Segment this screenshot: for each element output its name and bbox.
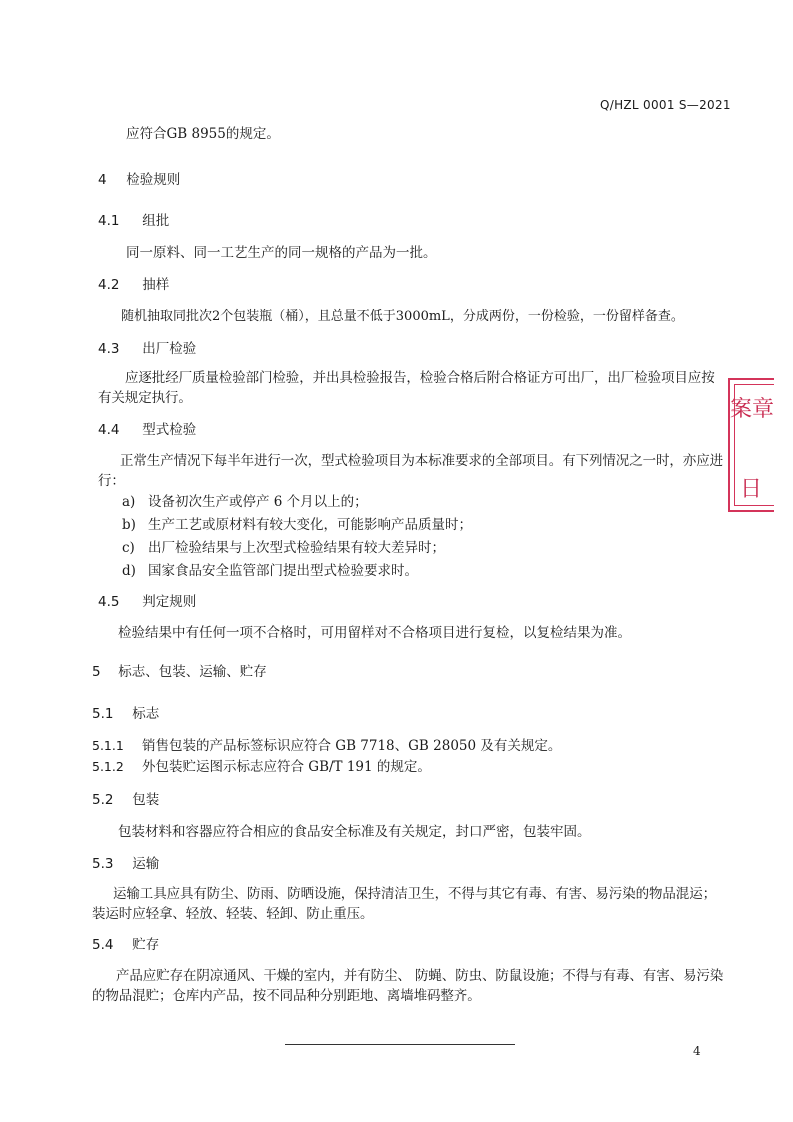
section-title: 组批 — [142, 213, 170, 229]
section-4-3-text: 应逐批经厂质量检验部门检验，并出具检验报告，检验合格后附合格证方可出厂，出厂检验项目应按有关规定执行。 — [98, 370, 715, 406]
section-title: 检验规则 — [126, 172, 181, 188]
section-number: 5.1 — [92, 706, 114, 722]
section-4-2-heading — [98, 273, 169, 293]
item-number: 5.1.2 — [92, 759, 124, 774]
standard-code: Q/HZL 0001 S—2021 — [600, 98, 731, 112]
stamp-text-bottom: 日 — [740, 477, 763, 502]
list-marker: a) — [122, 494, 136, 510]
section-5-1-heading — [92, 702, 159, 722]
list-marker: d) — [122, 563, 136, 579]
section-number: 4.5 — [98, 594, 120, 610]
section-number: 4.2 — [98, 277, 120, 293]
list-text: 国家食品安全监管部门提出型式检验要求时。 — [148, 563, 418, 579]
section-4-4-heading — [98, 418, 196, 438]
section-title: 抽样 — [142, 277, 170, 293]
list-item — [122, 515, 472, 535]
section-number: 4.4 — [98, 422, 120, 438]
list-marker: c) — [122, 540, 135, 556]
section-number: 4 — [98, 172, 107, 188]
section-number: 5 — [92, 664, 101, 680]
section-title: 出厂检验 — [142, 341, 197, 357]
section-title: 运输 — [132, 856, 160, 872]
footer-rule — [285, 1044, 515, 1045]
section-5-2-text: 包装材料和容器应符合相应的食品安全标准及有关规定，封口严密，包装牢固。 — [118, 824, 591, 840]
section-4-5-heading — [98, 590, 196, 610]
section-title: 标志、包装、运输、贮存 — [118, 664, 267, 680]
section-number: 4.3 — [98, 341, 120, 357]
section-title: 包装 — [132, 792, 160, 808]
section-4-2-text: 随机抽取同批次2个包装瓶（桶），且总量不低于3000mL，分成两份，一份检验，一份留样备查。 — [121, 309, 684, 324]
list-item — [92, 757, 431, 777]
section-4-4-text: 正常生产情况下每半年进行一次，型式检验项目为本标准要求的全部项目。有下列情况之一时，亦应进行： — [98, 453, 723, 489]
section-4-heading — [98, 168, 180, 188]
section-5-3-text: 运输工具应具有防尘、防雨、防晒设施，保持清洁卫生，不得与其它有毒、有害、易污染的物品混运；装运时应轻拿、轻放、轻装、轻卸、防止重压。 — [92, 886, 716, 922]
section-5-4-text: 产品应贮存在阴凉通风、干燥的室内，并有防尘、 防蝇、防虫、防鼠设施；不得与有毒、有害、易污染的物品混贮；仓库内产品，按不同品种分别距地、离墙堆码整齐。 — [92, 968, 724, 1004]
section-title: 型式检验 — [142, 422, 197, 438]
stamp-text-top: 案章 — [730, 397, 775, 422]
list-item — [122, 561, 418, 581]
section-number: 5.3 — [92, 856, 114, 872]
list-item — [122, 492, 368, 512]
list-text: 出厂检验结果与上次型式检验结果有较大差异时； — [148, 540, 445, 556]
list-text: 设备初次生产或停产 6 个月以上的； — [148, 494, 368, 510]
section-5-2-heading — [92, 788, 159, 808]
list-marker: b) — [122, 517, 136, 533]
section-4-3-heading — [98, 337, 196, 357]
list-item — [122, 538, 445, 558]
list-item — [92, 736, 561, 756]
item-text: 外包装贮运图示标志应符合 GB/T 191 的规定。 — [142, 759, 431, 775]
page-number: 4 — [693, 1044, 701, 1058]
list-text: 生产工艺或原材料有较大变化，可能影响产品质量时； — [148, 517, 472, 533]
intro-line: 应符合GB 8955的规定。 — [126, 126, 280, 142]
section-number: 4.1 — [98, 213, 120, 229]
section-title: 判定规则 — [142, 594, 197, 610]
section-5-4-heading — [92, 933, 159, 953]
section-number: 5.2 — [92, 792, 114, 808]
section-4-1-heading — [98, 209, 169, 229]
section-title: 贮存 — [132, 937, 160, 953]
item-text: 销售包装的产品标签标识应符合 GB 7718、GB 28050 及有关规定。 — [142, 738, 562, 754]
section-4-1-text: 同一原料、同一工艺生产的同一规格的产品为一批。 — [126, 245, 437, 261]
item-number: 5.1.1 — [92, 738, 124, 753]
section-title: 标志 — [132, 706, 160, 722]
section-5-heading — [92, 660, 267, 680]
section-number: 5.4 — [92, 937, 114, 953]
section-4-5-text: 检验结果中有任何一项不合格时，可用留样对不合格项目进行复检，以复检结果为准。 — [118, 625, 631, 641]
section-5-3-heading — [92, 852, 159, 872]
